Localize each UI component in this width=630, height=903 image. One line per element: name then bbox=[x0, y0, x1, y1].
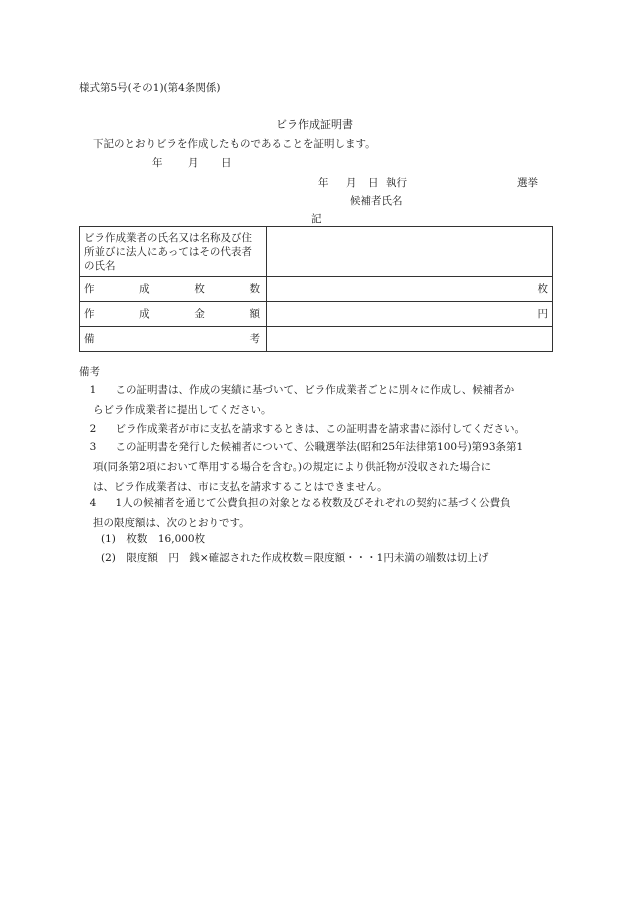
quantity-label-char: 数 bbox=[249, 283, 260, 295]
note-item-4 bbox=[79, 493, 559, 533]
quantity-label-char: 作 bbox=[84, 283, 95, 295]
remarks-label-char: 考 bbox=[249, 333, 260, 345]
issue-month-label: 月 bbox=[188, 157, 199, 169]
ki-label: 記 bbox=[311, 213, 322, 225]
note-item-1 bbox=[79, 380, 559, 420]
note-text-continued: は、ビラ作成業者は、市に支払を請求することはできません。 bbox=[93, 481, 388, 493]
note-text: ビラ作成業者が市に支払を請求するときは、この証明書を請求書に添付してください。 bbox=[115, 423, 525, 435]
table-row-amount bbox=[80, 302, 553, 327]
sub-item-2 bbox=[101, 551, 488, 565]
sub-item-text: 限度額 円 銭×確認された作成枚数＝限度額・・・1円未満の端数は切上げ bbox=[126, 552, 489, 564]
notes-heading: 備考 bbox=[79, 366, 100, 378]
amount-label-char: 成 bbox=[139, 308, 150, 320]
note-text: 1人の候補者を通じて公費負担の対象となる枚数及びそれぞれの契約に基づく公費負 bbox=[115, 497, 511, 509]
quantity-label-char: 枚 bbox=[194, 283, 205, 295]
form-number: 様式第5号(その1)(第4条関係) bbox=[79, 82, 221, 94]
amount-label-char: 作 bbox=[84, 308, 95, 320]
table-row-quantity bbox=[80, 277, 553, 302]
election-month-label: 月 bbox=[346, 177, 357, 189]
note-number: 2 bbox=[89, 423, 97, 435]
amount-label-char: 額 bbox=[249, 308, 260, 320]
candidate-name-label: 候補者氏名 bbox=[350, 195, 403, 207]
election-held-label: 執行 bbox=[386, 177, 407, 189]
quantity-value-cell[interactable] bbox=[267, 277, 553, 302]
amount-label-cell bbox=[80, 302, 267, 327]
vendor-value-cell[interactable] bbox=[267, 227, 553, 277]
remarks-label-char: 備 bbox=[84, 333, 95, 345]
note-number: 3 bbox=[89, 441, 97, 453]
vendor-label-cell: ビラ作成業者の氏名又は名称及び住所並びに法人にあってはその代表者の氏名 bbox=[80, 227, 267, 277]
election-label: 選挙 bbox=[517, 177, 538, 189]
note-item-2 bbox=[79, 419, 559, 439]
issue-year-label: 年 bbox=[152, 157, 163, 169]
certificate-table bbox=[79, 226, 553, 352]
issue-day-label: 日 bbox=[221, 157, 232, 169]
note-number: 4 bbox=[89, 497, 97, 509]
sub-item-text: 枚数 16,000枚 bbox=[126, 533, 206, 545]
election-year-label: 年 bbox=[318, 177, 329, 189]
sub-item-number: (2) bbox=[101, 552, 116, 564]
note-text-continued: らビラ作成業者に提出してください。 bbox=[93, 404, 272, 416]
remarks-value-cell[interactable] bbox=[267, 327, 553, 352]
note-item-3 bbox=[79, 437, 559, 497]
note-text: この証明書を発行した候補者について、公職選挙法(昭和25年法律第100号)第93条第1 bbox=[115, 441, 524, 453]
remarks-label-cell bbox=[80, 327, 267, 352]
amount-label-char: 金 bbox=[194, 308, 205, 320]
table-row-vendor bbox=[80, 227, 553, 277]
sub-item-1 bbox=[101, 532, 205, 546]
note-number: 1 bbox=[89, 384, 97, 396]
amount-unit: 円 bbox=[537, 308, 548, 320]
note-text: この証明書は、作成の実績に基づいて、ビラ作成業者ごとに別々に作成し、候補者か bbox=[115, 384, 515, 396]
table-row-remarks bbox=[80, 327, 553, 352]
certification-statement: 下記のとおりビラを作成したものであることを証明します。 bbox=[93, 138, 376, 150]
document-title: ビラ作成証明書 bbox=[276, 118, 353, 131]
quantity-label-cell bbox=[80, 277, 267, 302]
quantity-unit: 枚 bbox=[537, 283, 548, 295]
note-text-continued: 項(同条第2項において準用する場合を含む。)の規定により供託物が没収された場合に bbox=[93, 461, 492, 473]
note-text-continued: 担の限度額は、次のとおりです。 bbox=[93, 517, 250, 529]
election-day-label: 日 bbox=[368, 177, 379, 189]
quantity-label-char: 成 bbox=[139, 283, 150, 295]
sub-item-number: (1) bbox=[101, 533, 116, 545]
amount-value-cell[interactable] bbox=[267, 302, 553, 327]
